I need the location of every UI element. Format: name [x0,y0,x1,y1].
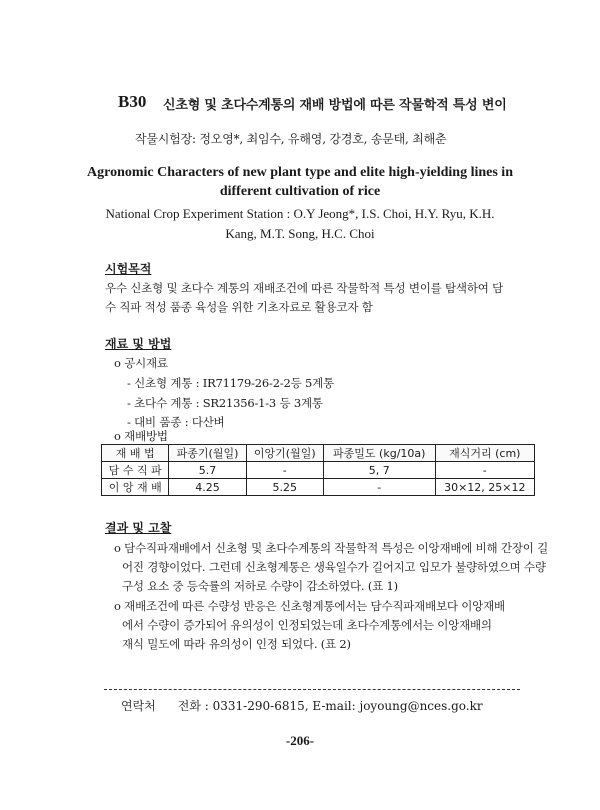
contact-label: 연락처 [121,699,156,713]
objective-line-1: 우수 신초형 및 초다수 계통의 재배조건에 따른 작물학적 특성 변이를 탐색하여 담 [105,281,504,295]
results-line: 에서 수량이 증가되어 유의성이 인정되었는데 초다수계통에서는 이앙재배의 [122,618,492,632]
korean-title: 신초형 및 초다수계통의 재배 방법에 따른 작물학적 특성 변이 [163,98,507,113]
material-item: - 신초형 계통 : IR71179-26-2-2등 5계통 [127,376,334,390]
results-line: 어진 경향이었다. 그런데 신초형계통은 생육일수가 길어지고 입모가 불량하였으며 수량 [122,560,546,574]
table-cell: 5, 7 [323,462,435,479]
table-cell: - [246,462,323,479]
contact-info [121,697,483,714]
table-row [102,479,535,496]
table-header-cell: 재식거리 (cm) [435,445,534,462]
material-item: - 초다수 계통 : SR21356-1-3 등 3계통 [127,396,323,410]
english-authors-line-2: Kang, M.T. Song, H.C. Choi [225,226,375,241]
table-cell: 30×12, 25×12 [435,479,534,496]
objective-line-2: 수 직파 적성 품종 육성을 위한 기초자료로 활용코자 함 [105,300,373,314]
cultivation-table [101,444,535,496]
results-line: 구성 요소 중 등숙률의 저하로 수량이 감소하였다. (표 1) [122,579,398,593]
table-cell: 4.25 [169,479,246,496]
table-cell: - [323,479,435,496]
table-row [102,462,535,479]
contact-phone: 전화 : 0331-290-6815, [177,699,309,713]
abstract-code: B30 [118,92,147,111]
korean-authors: 작물시험장: 정오영*, 최임수, 유해영, 강경호, 송문태, 최해춘 [135,132,447,146]
table-header-cell: 재 배 법 [102,445,169,462]
footer-divider [104,689,520,690]
english-title-line-1: Agronomic Characters of new plant type and elite high-yielding lines in [87,165,513,180]
results-line: 재식 밀도에 따라 유의성이 인정 되었다. (표 2) [122,637,351,651]
english-authors-line-1: National Crop Experiment Station : O.Y Jeong*, I.S. Choi, H.Y. Ryu, K.H. [105,206,495,221]
page-number: -206- [285,733,315,748]
materials-title: o 공시재료 [114,356,168,370]
cultivation-title: o 재배방법 [114,429,168,443]
methods-heading: 재료 및 방법 [105,337,172,351]
table-cell: 담 수 직 파 [102,462,169,479]
contact-email: E-mail: joyoung@nces.go.kr [312,699,483,713]
objective-heading: 시험목적 [105,262,152,276]
table-header-cell: 파종밀도 (kg/10a) [323,445,435,462]
results-heading: 결과 및 고찰 [105,521,172,535]
material-item: - 대비 품종 : 다산벼 [127,415,225,429]
table-cell: 5.25 [246,479,323,496]
table-header-cell: 이앙기(월일) [246,445,323,462]
results-line: o 재배조건에 따른 수량성 반응은 신초형계통에서는 담수직파재배보다 이앙재배 [114,599,505,613]
results-line: o 담수직파재배에서 신초형 및 초다수계통의 작물학적 특성은 이앙재배에 비해 간장이 길 [114,541,548,555]
table-header-row [102,445,535,462]
table-cell: 5.7 [169,462,246,479]
english-title-line-2: different cultivation of rice [219,184,381,199]
table-cell: - [435,462,534,479]
table-cell: 이 앙 재 배 [102,479,169,496]
table-header-cell: 파종기(월일) [169,445,246,462]
